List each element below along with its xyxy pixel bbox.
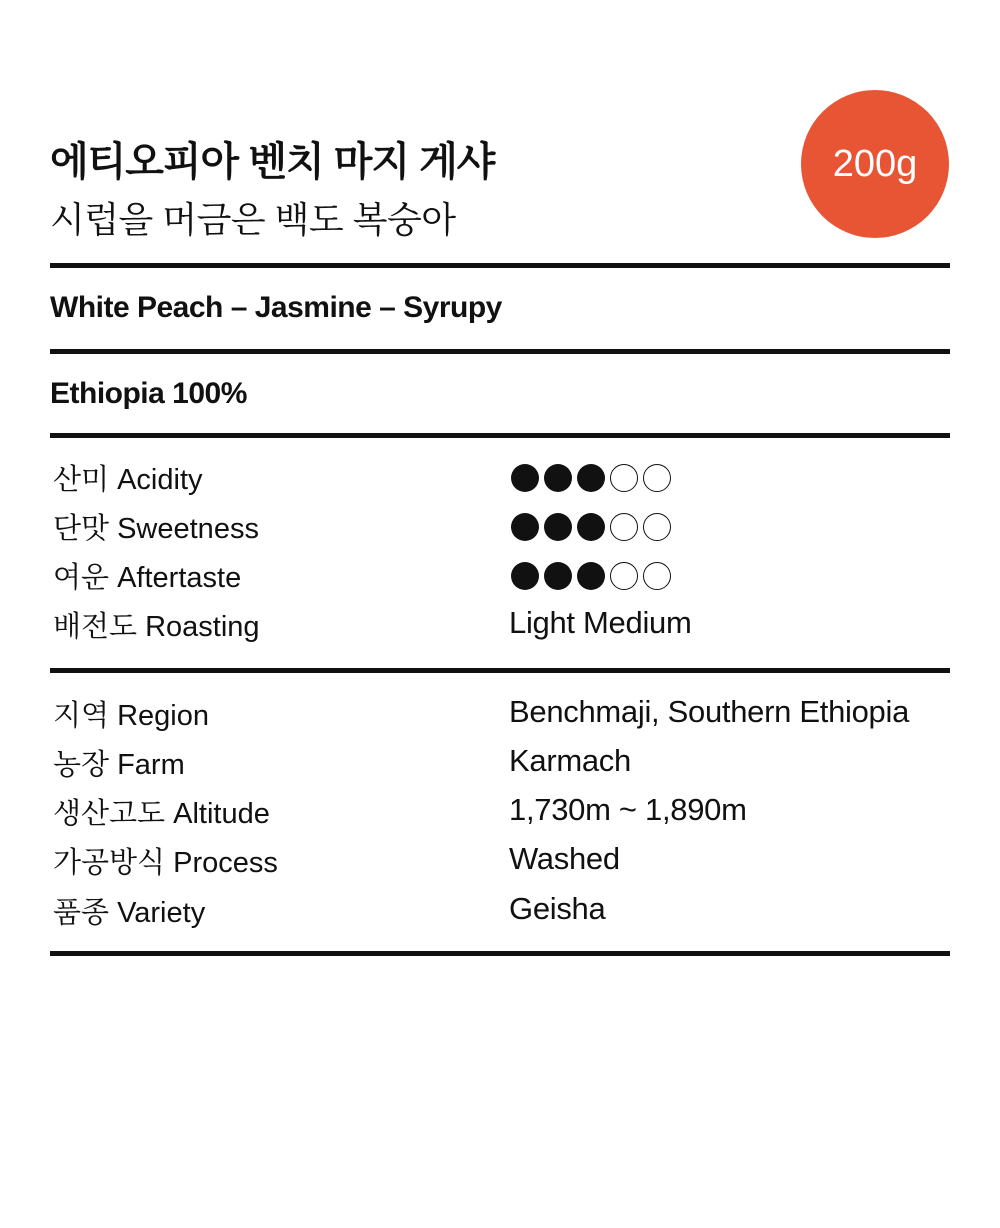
rating-dot-empty	[610, 562, 638, 590]
rating-dot-filled	[511, 513, 539, 541]
detail-row-region	[0, 694, 1000, 743]
detail-value: Washed	[509, 841, 620, 876]
detail-value: Benchmaji, Southern Ethiopia	[509, 694, 910, 729]
roasting-value: Light Medium	[509, 605, 692, 640]
rating-dot-filled	[544, 513, 572, 541]
detail-value: Geisha	[509, 891, 606, 926]
rating-dot-empty	[610, 464, 638, 492]
rating-dot-filled	[511, 464, 539, 492]
rating-dot-filled	[577, 464, 605, 492]
product-subtitle: 시럽을 머금은 백도 복숭아	[50, 199, 456, 240]
product-title: 에티오피아 벤치 마지 게샤	[50, 140, 495, 184]
detail-label: 생산고도 Altitude	[53, 798, 270, 830]
divider-flavor	[50, 349, 950, 354]
roasting-row	[0, 605, 1000, 654]
divider-bottom	[50, 951, 950, 956]
rating-dot-empty	[643, 464, 671, 492]
taste-label: 여운 Aftertaste	[53, 562, 242, 594]
detail-row-process	[0, 841, 1000, 890]
detail-value: Karmach	[509, 743, 631, 778]
roasting-label: 배전도 Roasting	[53, 611, 260, 643]
rating-dots	[511, 562, 676, 590]
origin-blend: Ethiopia 100%	[50, 377, 247, 410]
flavor-notes: White Peach – Jasmine – Syrupy	[50, 291, 502, 324]
detail-row-variety	[0, 891, 1000, 940]
rating-dots	[511, 464, 676, 492]
rating-dot-empty	[643, 513, 671, 541]
detail-row-altitude	[0, 792, 1000, 841]
rating-dot-empty	[643, 562, 671, 590]
rating-dot-filled	[577, 513, 605, 541]
divider-top	[50, 263, 950, 268]
detail-label: 농장 Farm	[53, 749, 185, 781]
rating-dots	[511, 513, 676, 541]
taste-label: 단맛 Sweetness	[53, 513, 259, 545]
detail-value: 1,730m ~ 1,890m	[509, 792, 747, 827]
taste-row-acidity	[0, 458, 1000, 507]
weight-badge: 200g	[801, 90, 949, 238]
detail-label: 품종 Variety	[53, 897, 206, 929]
rating-dot-filled	[577, 562, 605, 590]
rating-dot-filled	[544, 464, 572, 492]
rating-dot-filled	[544, 562, 572, 590]
taste-row-aftertaste	[0, 556, 1000, 605]
detail-label: 지역 Region	[53, 700, 209, 732]
rating-dot-filled	[511, 562, 539, 590]
detail-row-farm	[0, 743, 1000, 792]
taste-row-sweetness	[0, 507, 1000, 556]
divider-origin	[50, 433, 950, 438]
divider-taste	[50, 668, 950, 673]
taste-label: 산미 Acidity	[53, 464, 203, 496]
detail-label: 가공방식 Process	[53, 847, 278, 879]
rating-dot-empty	[610, 513, 638, 541]
